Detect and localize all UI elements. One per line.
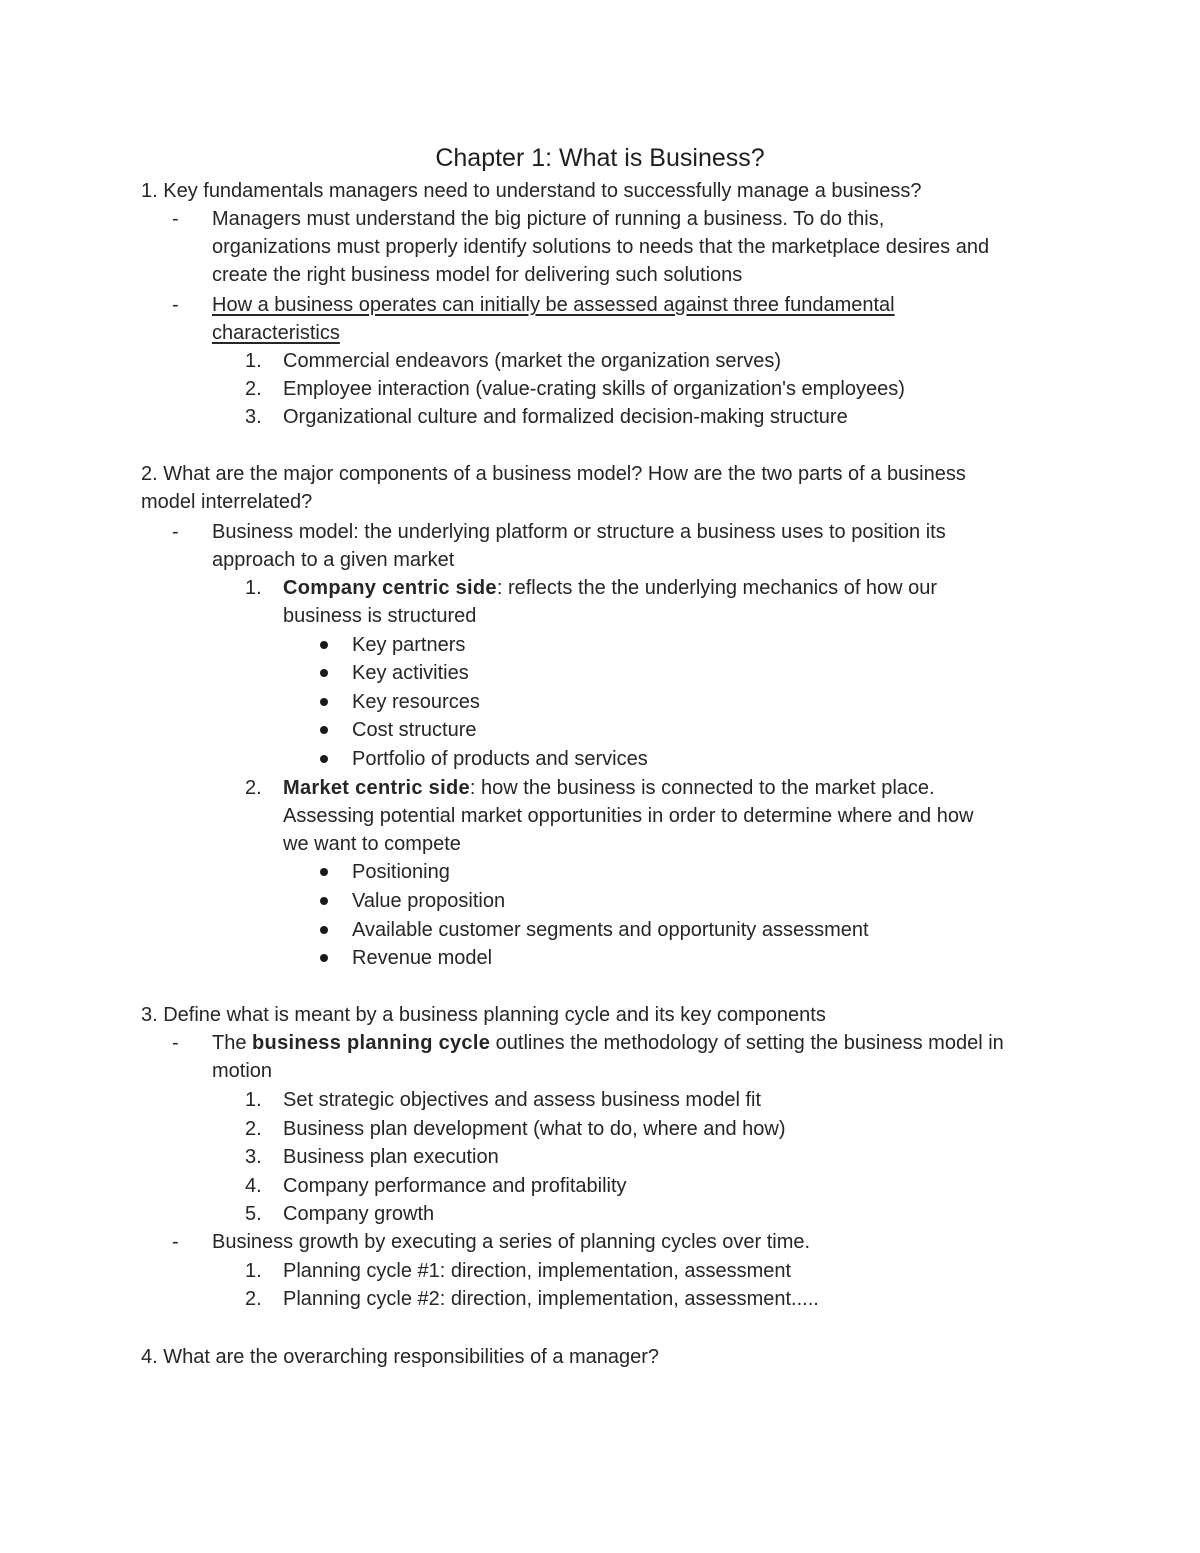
bullet-item: Key resources <box>352 691 480 713</box>
list-item: Planning cycle #1: direction, implementation, assessment <box>283 1260 792 1282</box>
list-item: Business plan execution <box>283 1146 499 1168</box>
market-centric-term: Market centric side <box>283 777 470 799</box>
list-item: Planning cycle #2: direction, implementation, assessment..... <box>283 1288 819 1310</box>
q1-dash1-line2: organizations must properly identify solutions to needs that the marketplace desires and <box>212 236 990 258</box>
bullet-icon <box>320 641 328 649</box>
page-title: Chapter 1: What is Business? <box>435 144 765 172</box>
bullet-icon <box>320 698 328 706</box>
list-number: 2. <box>245 1288 262 1310</box>
list-number: 3. <box>245 406 262 428</box>
q3-dash1-post: outlines the methodology of setting the business model in <box>490 1032 1004 1054</box>
q1-dash1-line3: create the right business model for delivering such solutions <box>212 264 743 286</box>
list-item: Company performance and profitability <box>283 1175 627 1197</box>
bullet-icon <box>320 868 328 876</box>
q3-dash1-line2: motion <box>212 1060 273 1082</box>
question-4: 4. What are the overarching responsibilities of a manager? <box>141 1346 660 1368</box>
market-centric-line1 <box>283 774 935 802</box>
q2-dash1-line2: approach to a given market <box>212 549 455 571</box>
list-item: Commercial endeavors (market the organization serves) <box>283 350 781 372</box>
business-planning-cycle-term: business planning cycle <box>252 1032 491 1054</box>
bullet-item: Portfolio of products and services <box>352 748 648 770</box>
bullet-item: Available customer segments and opportunity assessment <box>352 919 869 941</box>
bullet-item: Key partners <box>352 634 466 656</box>
q3-dash2: Business growth by executing a series of planning cycles over time. <box>212 1231 811 1253</box>
question-2-line1: 2. What are the major components of a business model? How are the two parts of a business <box>141 463 966 485</box>
q3-dash1-line1 <box>212 1029 1004 1057</box>
company-centric-definition: : reflects the the underlying mechanics of how our <box>496 577 938 599</box>
list-number: 2. <box>245 1118 262 1140</box>
bullet-icon <box>320 726 328 734</box>
list-number: 1. <box>245 350 262 372</box>
dash-marker: - <box>172 1032 179 1054</box>
bullet-icon <box>320 755 328 763</box>
bullet-icon <box>320 926 328 934</box>
list-item: Set strategic objectives and assess business model fit <box>283 1089 762 1111</box>
bullet-item: Cost structure <box>352 719 477 741</box>
question-1: 1. Key fundamentals managers need to understand to successfully manage a business? <box>141 180 922 202</box>
bullet-icon <box>320 669 328 677</box>
q3-dash1-pre: The <box>212 1032 253 1054</box>
list-number: 1. <box>245 577 262 599</box>
q1-dash2-line2: characteristics <box>212 322 340 344</box>
bullet-item: Positioning <box>352 861 450 883</box>
q1-dash2-line1: How a business operates can initially be assessed against three fundamental <box>212 294 895 316</box>
list-number: 5. <box>245 1203 262 1225</box>
company-centric-line1 <box>283 574 937 602</box>
q2-dash1-line1: Business model: the underlying platform or structure a business uses to position its <box>212 521 946 543</box>
question-3: 3. Define what is meant by a business planning cycle and its key components <box>141 1004 826 1026</box>
market-centric-definition: : how the business is connected to the market place. <box>469 777 935 799</box>
bullet-item: Key activities <box>352 662 469 684</box>
dash-marker: - <box>172 208 179 230</box>
company-centric-line2: business is structured <box>283 605 477 627</box>
list-item: Employee interaction (value-crating skills of organization's employees) <box>283 378 905 400</box>
bullet-item: Revenue model <box>352 947 493 969</box>
list-item: Company growth <box>283 1203 435 1225</box>
dash-marker: - <box>172 521 179 543</box>
list-number: 1. <box>245 1260 262 1282</box>
list-number: 3. <box>245 1146 262 1168</box>
bullet-icon <box>320 954 328 962</box>
q1-dash1-line1: Managers must understand the big picture of running a business. To do this, <box>212 208 885 230</box>
list-number: 4. <box>245 1175 262 1197</box>
company-centric-term: Company centric side <box>283 577 497 599</box>
list-item: Organizational culture and formalized decision-making structure <box>283 406 848 428</box>
list-number: 2. <box>245 378 262 400</box>
market-centric-line2: Assessing potential market opportunities in order to determine where and how <box>283 805 974 827</box>
list-number: 2. <box>245 777 262 799</box>
question-2-line2: model interrelated? <box>141 491 313 513</box>
bullet-item: Value proposition <box>352 890 506 912</box>
bullet-icon <box>320 897 328 905</box>
dash-marker: - <box>172 294 179 316</box>
dash-marker: - <box>172 1231 179 1253</box>
list-number: 1. <box>245 1089 262 1111</box>
list-item: Business plan development (what to do, where and how) <box>283 1118 786 1140</box>
market-centric-line3: we want to compete <box>283 833 461 855</box>
